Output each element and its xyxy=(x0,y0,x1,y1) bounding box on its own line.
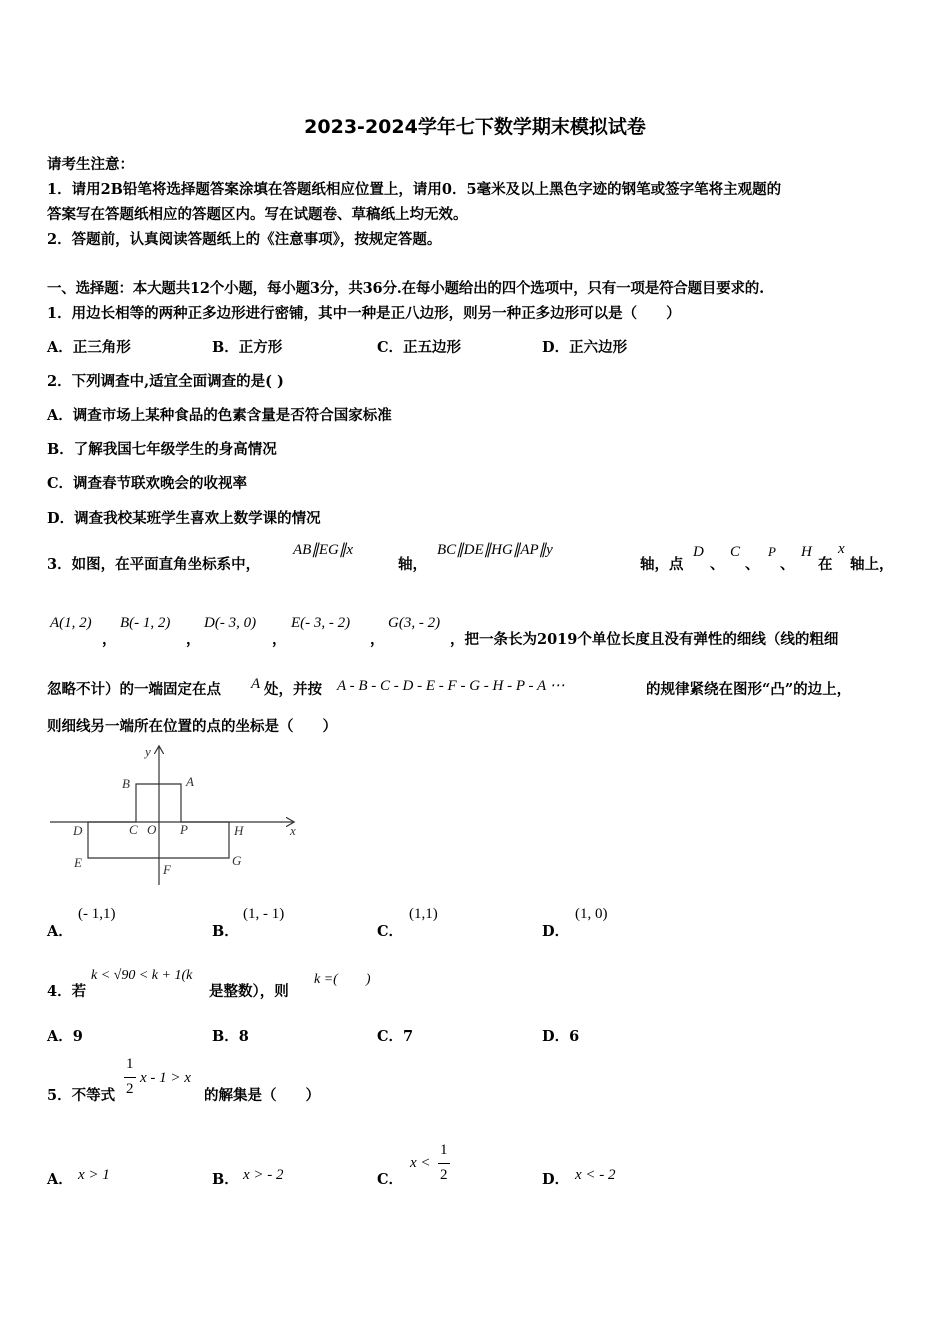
q1-option-a[interactable]: A．正三角形 xyxy=(47,339,131,356)
label-o: O xyxy=(147,822,157,837)
q3-stem-part5: 轴上， xyxy=(850,556,894,573)
notice-line-1b: 答案写在答题纸相应的答题区内。写在试题卷、草稿纸上均无效。 xyxy=(47,206,468,223)
label-g: G xyxy=(232,853,242,868)
q3-point-c: C xyxy=(730,544,741,560)
q4-math-inequality: k < √90 < k + 1(k xyxy=(91,968,193,983)
q4-option-c[interactable]: C．7 xyxy=(377,1028,414,1045)
notice-heading: 请考生注意： xyxy=(47,156,134,173)
q3-comma-3: ， xyxy=(272,631,287,648)
q3-coord-e: E(- 3, - 2) xyxy=(291,615,351,631)
q3-math-parallel-y: BC∥DE∥HG∥AP∥y xyxy=(437,542,553,558)
q5-option-c-label[interactable]: C． xyxy=(377,1171,404,1188)
q3-option-b-label[interactable]: B． xyxy=(212,923,239,940)
q5-prefix: 5．不等式 xyxy=(47,1087,116,1104)
q5-suffix: 的解集是（ ） xyxy=(204,1087,320,1104)
q3-coord-b: B(- 1, 2) xyxy=(120,615,171,631)
q3-comma-1: ， xyxy=(102,631,117,648)
q5-option-a-label[interactable]: A． xyxy=(47,1171,73,1188)
q4-option-b[interactable]: B．8 xyxy=(212,1028,249,1045)
q2-option-a[interactable]: A．调查市场上某种食品的色素含量是否符合国家标准 xyxy=(47,407,392,424)
q4-option-d[interactable]: D．6 xyxy=(542,1028,580,1045)
label-y: y xyxy=(145,744,151,759)
q3-comma-2: ， xyxy=(186,631,201,648)
q3-stem-part3: 轴，点 xyxy=(640,556,684,573)
label-p: P xyxy=(180,822,188,837)
q5-option-b-value: x > - 2 xyxy=(243,1167,284,1183)
q3-option-d-label[interactable]: D． xyxy=(542,923,570,940)
q3-option-d-value: (1, 0) xyxy=(575,906,608,922)
q5-frac-num: 1 xyxy=(126,1056,134,1072)
q3-math-parallel-x: AB∥EG∥x xyxy=(293,542,353,558)
q5-frac-den: 2 xyxy=(126,1081,134,1097)
q3-comma-4: ， xyxy=(370,631,385,648)
q1-stem: 1．用边长相等的两种正多边形进行密铺，其中一种是正八边形，则另一种正多边形可以是（ ） xyxy=(47,305,681,322)
q5-option-c-value: x < xyxy=(410,1155,431,1171)
label-d: D xyxy=(73,823,83,838)
q5-option-c-frac-bar xyxy=(438,1163,450,1164)
q3-line4: 则细线另一端所在位置的点的坐标是（ ） xyxy=(47,718,337,735)
q1-option-b[interactable]: B．正方形 xyxy=(212,339,283,356)
label-x: x xyxy=(290,823,296,838)
q3-line3-part1: 忽略不计）的一端固定在点 xyxy=(47,681,221,698)
q2-stem: 2．下列调查中,适宜全面调查的是( ) xyxy=(47,373,284,390)
label-f: F xyxy=(163,862,171,877)
notice-line-1: 1．请用2B铅笔将选择题答案涂填在答题纸相应位置上，请用0．5毫米及以上黑色字迹的钢笔或签字笔将主观题的 xyxy=(47,181,782,198)
q5-option-c-frac-num: 1 xyxy=(440,1142,448,1158)
q3-line3-part2: 处，并按 xyxy=(264,681,322,698)
q4-option-a[interactable]: A．9 xyxy=(47,1028,83,1045)
q3-point-h: H xyxy=(801,544,812,560)
q3-figure xyxy=(45,740,315,890)
q3-line3-path: A - B - C - D - E - F - G - H - P - A ⋯ xyxy=(337,678,565,694)
notice-line-2: 2．答题前，认真阅读答题纸上的《注意事项》，按规定答题。 xyxy=(47,231,442,248)
q3-coord-d: D(- 3, 0) xyxy=(204,615,257,631)
label-h: H xyxy=(234,823,244,838)
q3-stem-part2: 轴， xyxy=(398,556,427,573)
q3-sep-2: 、 xyxy=(745,556,760,573)
section-header: 一、选择题：本大题共12个小题，每小题3分，共36分.在每小题给出的四个选项中，只有一项是符合题目要求的. xyxy=(47,280,764,297)
q5-option-c-frac-den: 2 xyxy=(440,1167,448,1183)
q4-mid: 是整数），则 xyxy=(209,983,289,1000)
label-a: A xyxy=(186,774,194,789)
q1-option-d[interactable]: D．正六边形 xyxy=(542,339,628,356)
q5-frac-bar xyxy=(124,1077,136,1078)
q5-math-tail: x - 1 > x xyxy=(140,1070,191,1086)
q3-line2-tail: ，把一条长为2019个单位长度且没有弹性的细线（线的粗细 xyxy=(450,631,839,648)
page-title: 2023-2024学年七下数学期末模拟试卷 xyxy=(304,116,646,138)
q2-option-d[interactable]: D．调查我校某班学生喜欢上数学课的情况 xyxy=(47,510,321,527)
q5-option-b-label[interactable]: B． xyxy=(212,1171,239,1188)
q5-option-d-label[interactable]: D． xyxy=(542,1171,570,1188)
q3-option-a-label[interactable]: A． xyxy=(47,923,73,940)
q3-option-c-label[interactable]: C． xyxy=(377,923,404,940)
q3-option-a-value: (- 1,1) xyxy=(78,906,116,922)
q3-x-axis: x xyxy=(838,541,845,557)
q3-coord-g: G(3, - 2) xyxy=(388,615,441,631)
q2-option-c[interactable]: C．调查春节联欢晚会的收视率 xyxy=(47,475,248,492)
q3-coord-a: A(1, 2) xyxy=(50,615,92,631)
q3-point-p: P xyxy=(768,544,776,559)
q3-point-d: D xyxy=(693,544,704,560)
label-c: C xyxy=(129,822,138,837)
label-e: E xyxy=(74,855,82,870)
q5-option-d-value: x < - 2 xyxy=(575,1167,616,1183)
q4-prefix: 4．若 xyxy=(47,983,87,1000)
q2-option-b[interactable]: B．了解我国七年级学生的身高情况 xyxy=(47,441,277,458)
q3-stem-part1: 3．如图，在平面直角坐标系中， xyxy=(47,556,261,573)
q3-sep-3: 、 xyxy=(780,556,795,573)
q3-sep-1: 、 xyxy=(710,556,725,573)
q3-stem-part4: 在 xyxy=(818,556,833,573)
q3-option-b-value: (1, - 1) xyxy=(243,906,285,922)
q1-option-c[interactable]: C．正五边形 xyxy=(377,339,462,356)
q3-line3-part3: 的规律紧绕在图形“凸”的边上， xyxy=(646,681,852,698)
q4-math-answer: k =( ) xyxy=(314,972,371,987)
q5-option-a-value: x > 1 xyxy=(78,1167,110,1183)
q3-line3-point-a: A xyxy=(251,676,261,692)
label-b: B xyxy=(122,776,130,791)
q3-option-c-value: (1,1) xyxy=(409,906,438,922)
